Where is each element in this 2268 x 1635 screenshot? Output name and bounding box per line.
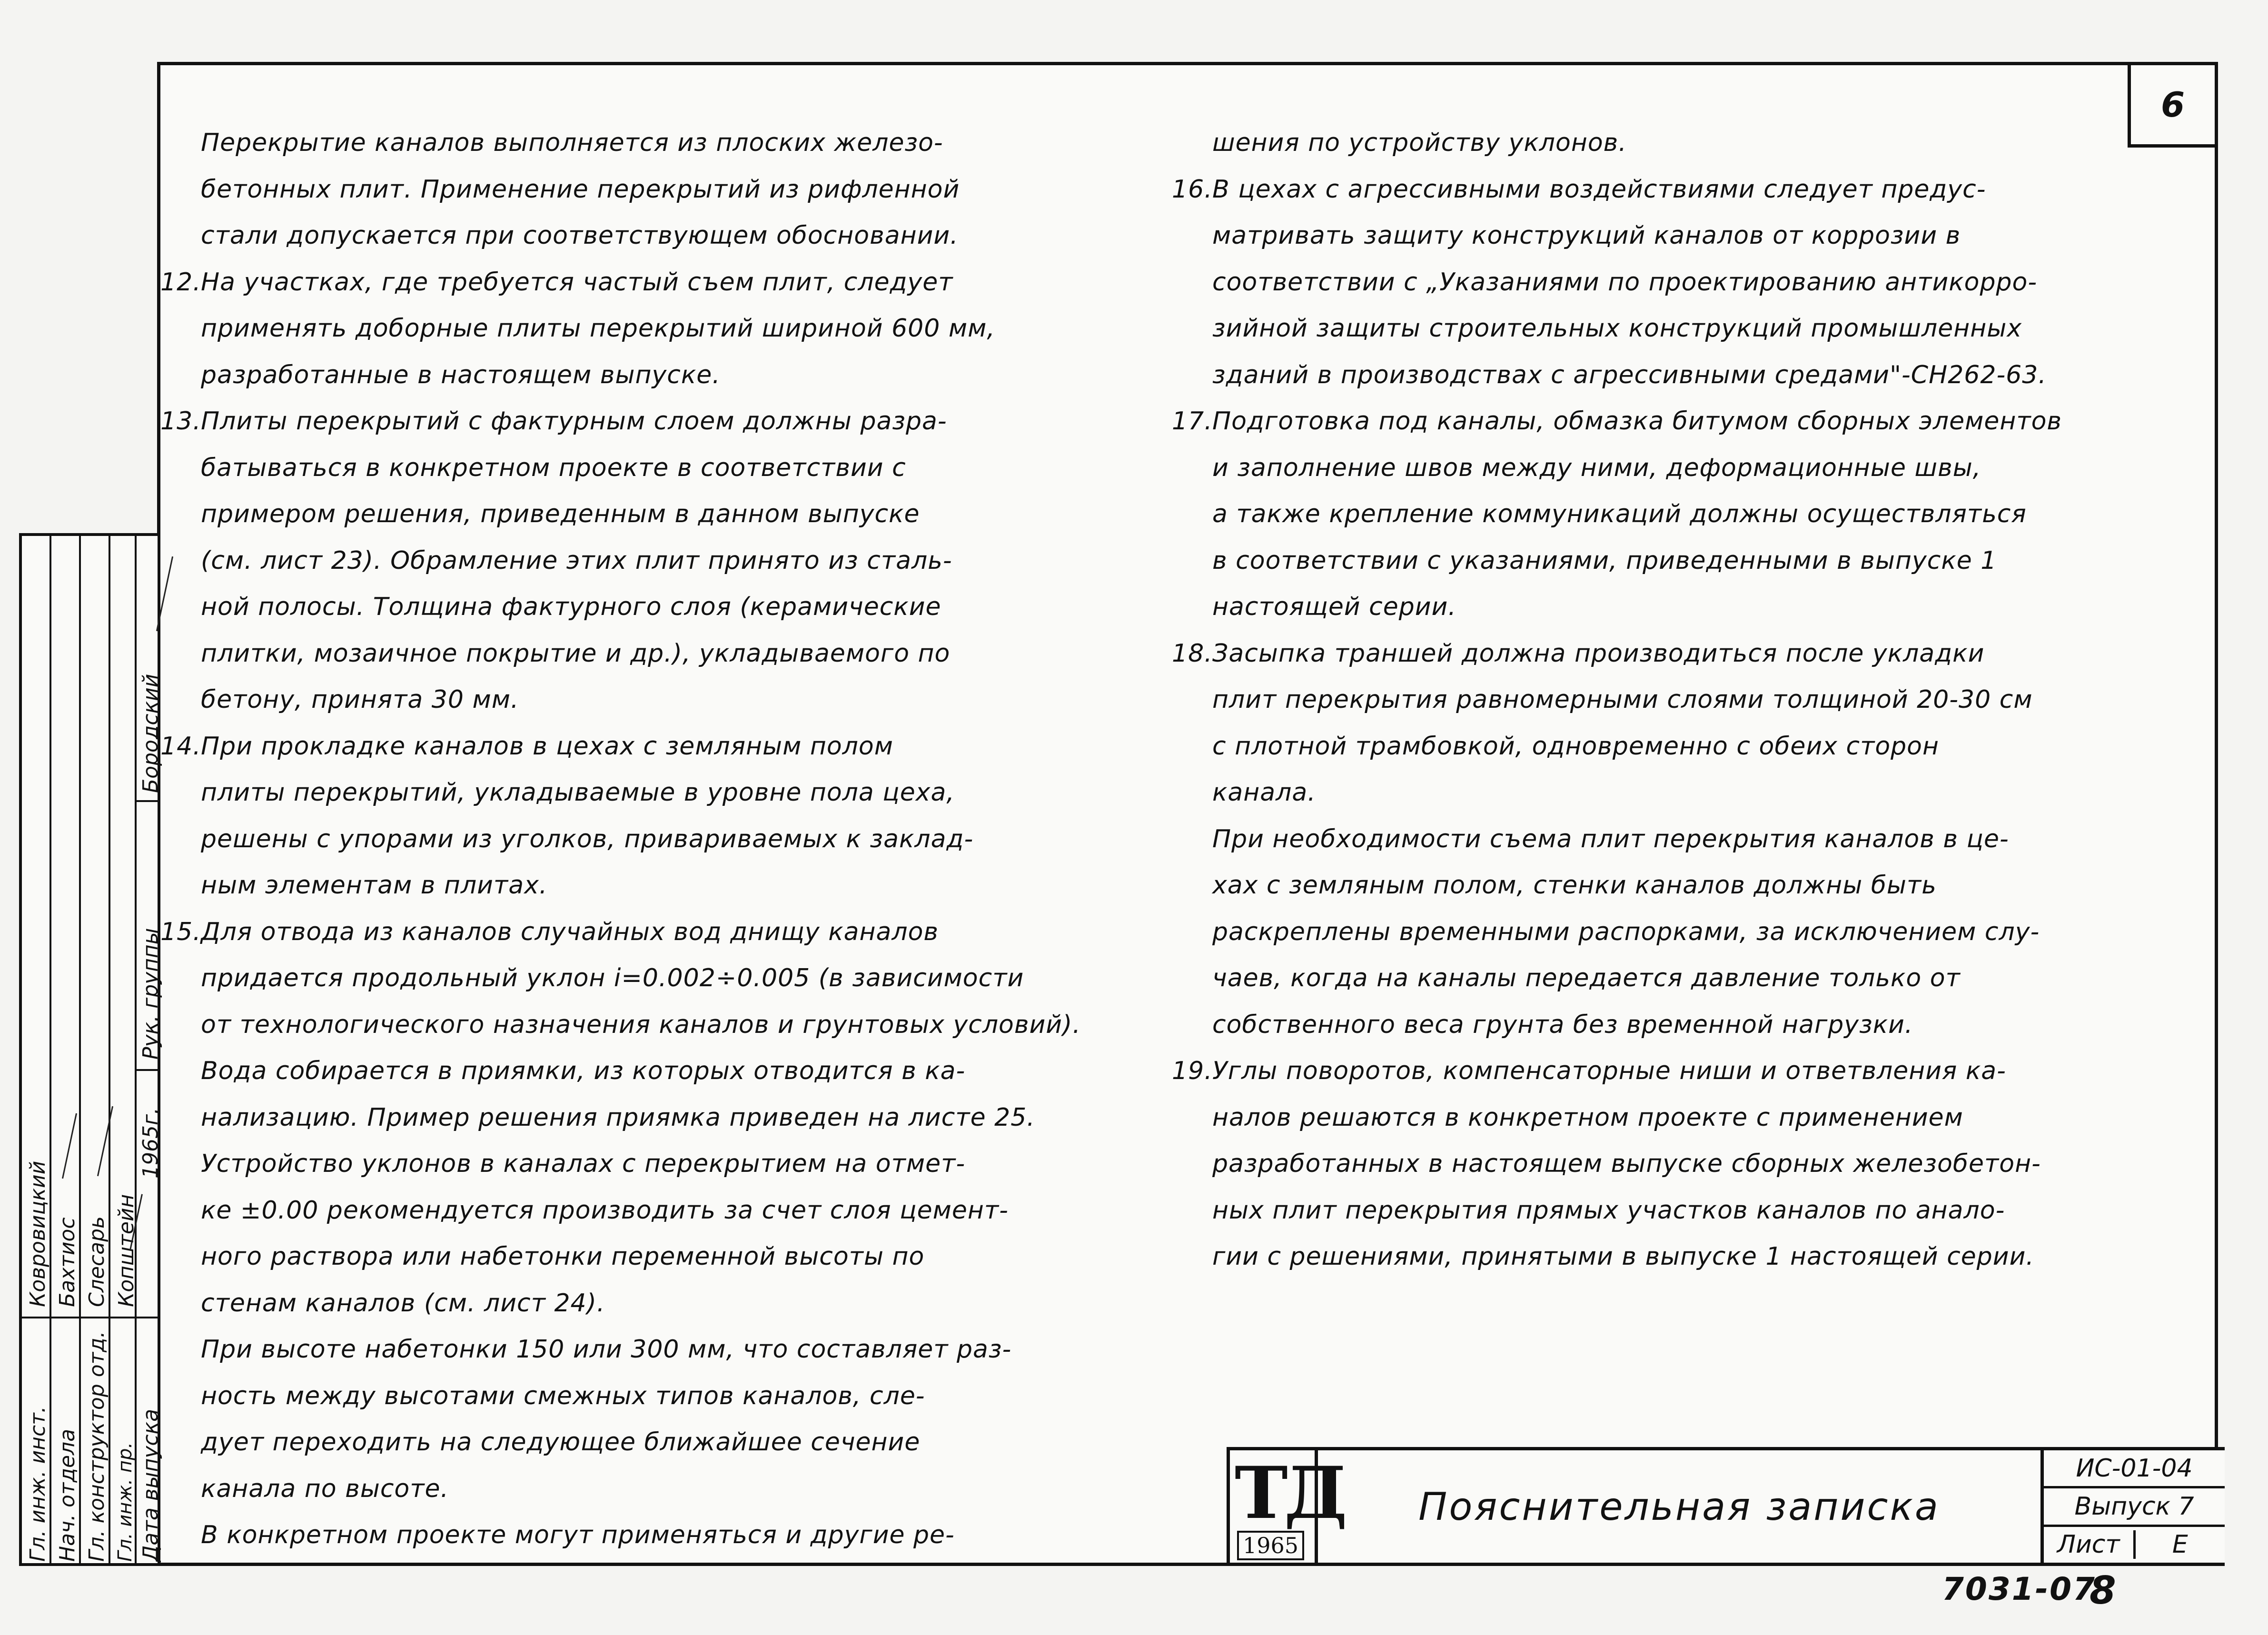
text-line: ность между высотами смежных типов каналов, сле- bbox=[201, 1381, 925, 1410]
paragraph-body bbox=[201, 723, 973, 909]
paragraph-body bbox=[1212, 398, 2062, 631]
numbered-paragraph bbox=[1172, 398, 2169, 631]
title-block bbox=[1227, 1447, 2225, 1566]
text-line: разработанных в настоящем выпуске сборных железобетон- bbox=[1212, 1149, 2041, 1178]
left-text-column bbox=[160, 120, 1162, 1559]
text-line: хах с земляным полом, стенки каналов должны быть bbox=[1212, 871, 1937, 900]
document-title: Пояснительная записка bbox=[1318, 1450, 2044, 1563]
text-line: в соответствии с указаниями, приведенными в выпуске 1 bbox=[1212, 546, 1997, 575]
paragraph-number: 14. bbox=[160, 732, 201, 761]
stamp-role-2: Нач. отдела bbox=[55, 1428, 79, 1562]
text-line: При высоте набетонки 150 или 300 мм, что составляет раз- bbox=[201, 1335, 1012, 1364]
text-line: Перекрытие каналов выполняется из плоских железо- bbox=[201, 129, 943, 157]
paragraph-number: 12. bbox=[160, 268, 201, 297]
paragraph-body bbox=[1212, 1048, 2041, 1280]
text-line: канала. bbox=[1212, 778, 1316, 807]
text-line: чаев, когда на каналы передается давление только от bbox=[1212, 964, 1961, 992]
stamp-divider-2 bbox=[137, 1069, 158, 1071]
stamp-divider bbox=[22, 1317, 158, 1318]
text-line: На участках, где требуется частый съем плит, следует bbox=[201, 268, 953, 297]
text-line: плитки, мозаичное покрытие и др.), укладываемого по bbox=[201, 639, 951, 668]
text-line: В цехах с агрессивными воздействиями следует предус- bbox=[1212, 175, 1986, 204]
text-line: При необходимости съема плит перекрытия каналов в це- bbox=[1212, 824, 2009, 853]
series-code: ИС-01-04 bbox=[2044, 1450, 2225, 1488]
stamp-name-1: Ковровицкий bbox=[26, 1160, 50, 1307]
text-line: стенам каналов (см. лист 24). bbox=[201, 1288, 605, 1318]
drawing-sheet-number: 8 bbox=[2090, 1568, 2116, 1613]
logo-year: 1965 bbox=[1237, 1531, 1304, 1560]
numbered-paragraph bbox=[160, 723, 1162, 909]
text-line: ных плит перекрытия прямых участков каналов по анало- bbox=[1212, 1196, 2005, 1225]
text-line: налов решаются в конкретном проекте с применением bbox=[1212, 1103, 1963, 1132]
text-line: ным элементам в плитах. bbox=[201, 871, 548, 900]
text-line: придается продольный уклон i=0.002÷0.005 (в зависимости bbox=[201, 964, 1024, 992]
title-block-meta bbox=[2044, 1450, 2225, 1563]
numbered-paragraph bbox=[1172, 1048, 2169, 1280]
publisher-logo bbox=[1230, 1450, 1344, 1563]
sheet-value: Е bbox=[2172, 1530, 2188, 1559]
text-line: настоящей серии. bbox=[1212, 593, 1456, 621]
text-line: Плиты перекрытий с фактурным слоем должны разра- bbox=[201, 407, 947, 436]
text-line: Вода собирается в приямки, из которых отводится в ка- bbox=[201, 1057, 966, 1085]
text-line: дует переходить на следующее ближайшее сечение bbox=[201, 1428, 921, 1457]
paragraph-number: 18. bbox=[1172, 639, 1213, 668]
text-line: плит перекрытия равномерными слоями толщиной 20-30 см bbox=[1212, 685, 2033, 714]
sheet-label: Лист bbox=[2044, 1530, 2136, 1559]
stamp-roles-col-2 bbox=[51, 536, 81, 1563]
text-line: применять доборные плиты перекрытий шириной 600 мм, bbox=[201, 314, 995, 343]
stamp-group-head-name: Бородский bbox=[139, 674, 163, 793]
text-line: ной полосы. Толщина фактурного слоя (керамические bbox=[201, 593, 941, 621]
text-line: Устройство уклонов в каналах с перекрытием на отмет- bbox=[201, 1149, 966, 1178]
paragraph-body bbox=[201, 398, 952, 723]
paragraph-body bbox=[1212, 167, 2047, 399]
sheet-cell bbox=[2044, 1527, 2225, 1563]
stamp-issue-date-label: Дата выпуска bbox=[139, 1408, 163, 1562]
text-line: гии с решениями, принятыми в выпуске 1 настоящей серии. bbox=[1212, 1242, 2034, 1271]
numbered-paragraph bbox=[160, 398, 1162, 723]
paragraph-number: 16. bbox=[1172, 175, 1213, 204]
text-line: бетону, принята 30 мм. bbox=[201, 685, 519, 714]
numbered-paragraph bbox=[160, 909, 1162, 1559]
paragraph-body bbox=[1212, 631, 2040, 1049]
stamp-divider-3 bbox=[137, 800, 158, 802]
text-line: собственного веса грунта без временной нагрузки. bbox=[1212, 1010, 1913, 1039]
stamp-role-3: Гл. конструктор отд. bbox=[85, 1331, 109, 1562]
page-number: 6 bbox=[2128, 62, 2218, 148]
text-line: нализацию. Пример решения приямка приведен на листе 25. bbox=[201, 1103, 1035, 1132]
text-line: бетонных плит. Применение перекрытий из рифленной bbox=[201, 175, 960, 204]
stamp-group-head-label: Рук. группы bbox=[139, 928, 163, 1060]
right-text-column bbox=[1172, 120, 2169, 1280]
text-line: ке ±0.00 рекомендуется производить за счет слоя цемент- bbox=[201, 1196, 1009, 1225]
text-line: стали допускается при соответствующем обосновании. bbox=[201, 221, 959, 250]
stamp-name-3: Слесарь bbox=[85, 1216, 109, 1307]
paragraph-number: 13. bbox=[160, 407, 201, 436]
stamp-role-1: Гл. инж. инст. bbox=[26, 1406, 50, 1562]
text-line: При прокладке каналов в цехах с земляным полом bbox=[201, 732, 893, 761]
numbered-paragraph bbox=[160, 259, 1162, 399]
text-line: разработанные в настоящем выпуске. bbox=[201, 360, 721, 389]
stamp-role-4: Гл. инж. пр. bbox=[114, 1442, 136, 1562]
stamp-name-2: Бахтиос bbox=[55, 1217, 79, 1307]
text-line: примером решения, приведенным в данном выпуске bbox=[201, 500, 920, 528]
text-line: Подготовка под каналы, обмазка битумом сборных элементов bbox=[1212, 407, 2062, 436]
paragraph-number: 19. bbox=[1172, 1057, 1213, 1085]
drawing-sheet bbox=[157, 62, 2218, 1566]
logo-letters: ТД bbox=[1235, 1451, 1344, 1535]
text-line: Засыпка траншей должна производиться после укладки bbox=[1212, 639, 1985, 668]
paragraph-number: 15. bbox=[160, 917, 201, 946]
text-line: (см. лист 23). Обрамление этих плит принято из сталь- bbox=[201, 546, 952, 575]
text-line: с плотной трамбовкой, одновременно с обеих сторон bbox=[1212, 732, 1939, 761]
paragraph-body bbox=[201, 259, 995, 399]
paragraph-number: 17. bbox=[1172, 407, 1213, 436]
paragraph-body bbox=[201, 909, 1081, 1559]
stamp-roles-col-4 bbox=[110, 536, 137, 1563]
text-line: а также крепление коммуникаций должны осуществляться bbox=[1212, 500, 2027, 528]
text-line: матривать защиту конструкций каналов от коррозии в bbox=[1212, 221, 1961, 250]
text-line: и заполнение швов между ними, деформационные швы, bbox=[1212, 453, 1981, 482]
text-line: от технологического назначения каналов и грунтовых условий). bbox=[201, 1010, 1081, 1039]
numbered-paragraph bbox=[1172, 167, 2169, 399]
approval-stamp bbox=[19, 533, 163, 1566]
text-line: зданий в производствах с агрессивными средами"-СН262-63. bbox=[1212, 360, 2047, 389]
text-line: Для отвода из каналов случайных вод днищу каналов bbox=[201, 917, 939, 946]
text-line: соответствии с „Указаниями по проектированию антикорро- bbox=[1212, 268, 2038, 297]
issue-number: Выпуск 7 bbox=[2044, 1488, 2225, 1526]
stamp-issue-date: 1965г. bbox=[139, 1107, 163, 1179]
text-line: плиты перекрытий, укладываемые в уровне пола цеха, bbox=[201, 778, 955, 807]
text-line: ного раствора или набетонки переменной высоты по bbox=[201, 1242, 925, 1271]
stamp-name-4: Копштейн bbox=[114, 1194, 139, 1307]
text-line: шения по устройству уклонов. bbox=[1212, 129, 1627, 157]
text-line: канала по высоте. bbox=[201, 1474, 449, 1503]
text-line: решены с упорами из уголков, приваривaемых к заклад- bbox=[201, 824, 974, 853]
text-line: раскреплены временными распорками, за исключением слу- bbox=[1212, 917, 2040, 946]
text-line: батываться в конкретном проекте в соответствии с bbox=[201, 453, 906, 482]
text-line: Углы поворотов, компенсаторные ниши и ответвления ка- bbox=[1212, 1057, 2006, 1085]
numbered-paragraph bbox=[1172, 631, 2169, 1049]
text-line: зийной защиты строительных конструкций промышленных bbox=[1212, 314, 2022, 343]
drawing-code: 7031-07 bbox=[1942, 1571, 2096, 1607]
text-line: В конкретном проекте могут применяться и другие ре- bbox=[201, 1521, 955, 1549]
